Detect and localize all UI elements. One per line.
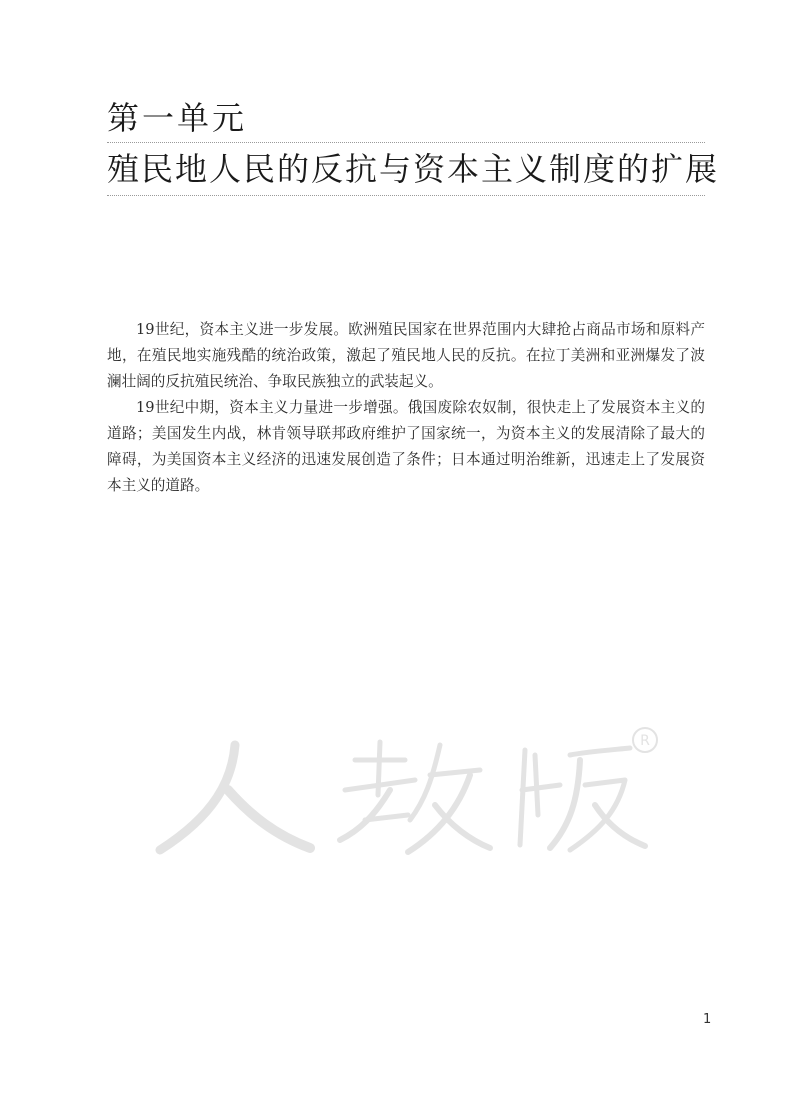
unit-introduction: [107, 317, 705, 499]
unit-header: [107, 95, 720, 196]
svg-text:R: R: [640, 733, 650, 749]
publisher-watermark-logo: [140, 720, 660, 870]
intro-paragraph: 19世纪，资本主义进一步发展。欧洲殖民国家在世界范围内大肆抢占商品市场和原料产地，在殖民地实施残酷的统治政策，激起了殖民地人民的反抗。在拉丁美洲和亚洲爆发了波澜壮阔的反抗殖民统治、争取民族独立的武装起义。: [107, 321, 705, 390]
page-number: 1: [703, 1012, 712, 1027]
unit-title: 殖民地人民的反抗与资本主义制度的扩展: [107, 143, 705, 196]
unit-number: 第一单元: [107, 95, 705, 143]
intro-paragraph: 19世纪中期，资本主义力量进一步增强。俄国废除农奴制，很快走上了发展资本主义的道路；美国发生内战，林肯领导联邦政府维护了国家统一，为资本主义的发展清除了最大的障碍，为美国资本主义经济的迅速发展创造了条件；日本通过明治维新，迅速走上了发展资本主义的道路。: [107, 399, 705, 494]
